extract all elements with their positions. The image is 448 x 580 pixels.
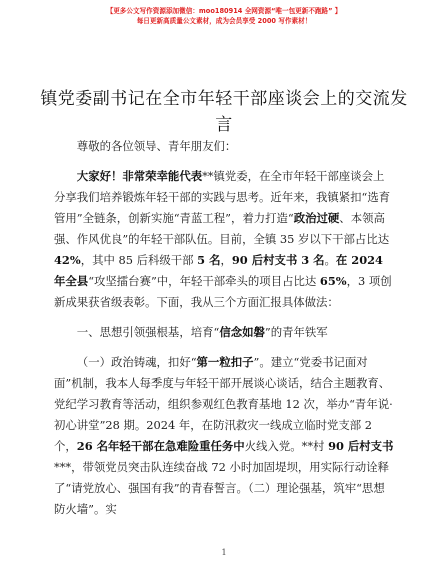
- text: （一）政治铸魂，扣好“: [76, 355, 197, 369]
- bold-text: 政治过硬: [293, 211, 340, 225]
- bold-text: 26 名年轻干部在急难险重任务中: [76, 439, 245, 453]
- bold-text: 5 名: [197, 253, 221, 267]
- paragraph-opening: [54, 166, 394, 313]
- text: ”。建立“党委书记面对面”机制，我本人每季度与年轻干部开展谈心谈话，结合主题教育、党纪学习教育等活动，组织参观红色教育基地 12 次，举办“青年说·初心讲堂”28 期。2024 年，在防汛救灾一线成立临时党支部 2 个，: [54, 355, 393, 453]
- text: ”的青年铁军: [264, 325, 328, 339]
- document-body: [54, 136, 394, 520]
- text: **镇党委，在全市年轻干部座谈会上分享我们培养锻炼年轻干部的实践与思考。近年来，我镇紧扣“选育管用”全链条，创新实施“青蓝工程”，着力打造“: [54, 169, 391, 225]
- bold-text: 90 后村支书 3 名: [231, 253, 325, 267]
- page-number: 1: [221, 548, 227, 557]
- text: 。: [324, 253, 336, 267]
- document-title: 镇党委副书记在全市年轻干部座谈会上的交流发言: [40, 89, 408, 135]
- bold-text: 65%: [319, 274, 347, 288]
- text: 一、思想引领强根基，培育“: [76, 325, 220, 339]
- promo-banner: [0, 6, 448, 26]
- bold-text: 第一粒扣子: [196, 355, 254, 369]
- text: 、本领高强、作风优良”的年轻干部队伍。目前，全镇 35 岁以下干部占比达: [54, 211, 390, 246]
- paragraph-political-soul: [54, 352, 394, 520]
- bold-text: 在 2024 年全县: [54, 253, 383, 288]
- promo-banner-line-2: 每日更新高质量公文素材，成为会员享受 2000 写作素材！: [136, 17, 312, 25]
- salutation: 尊敬的各位领导、青年朋友们：: [76, 139, 237, 153]
- bold-text: 90 后村支书: [328, 439, 394, 453]
- text: ***，带领党员突击队连续奋战 72 小时加固堤坝，用实际行动诠释了“请党放心、强国有我”的青春誓言。（二）理论强基，筑牢“思想防火墙”。实: [54, 460, 389, 516]
- promo-banner-line-1: 【更多公文写作资源添加微信：moo180914 全网资源“唯一包更新不跑路” 】: [106, 7, 342, 15]
- text: “攻坚擂台赛”中，年轻干部牵头的项目占比达: [88, 274, 320, 288]
- text: ，3 项创新成果获省级表彰。下面，我从三个方面汇报具体做法：: [54, 274, 392, 309]
- bold-text: 大家好！非常荣幸能代表: [76, 169, 203, 183]
- text: ，: [220, 253, 232, 267]
- text: ，其中 85 后科级干部: [80, 253, 198, 267]
- bold-text: 信念如磐: [219, 325, 265, 339]
- section-heading-1: [54, 322, 394, 343]
- bold-text: 42%: [54, 253, 81, 267]
- text: 火线入党。**村: [244, 439, 329, 453]
